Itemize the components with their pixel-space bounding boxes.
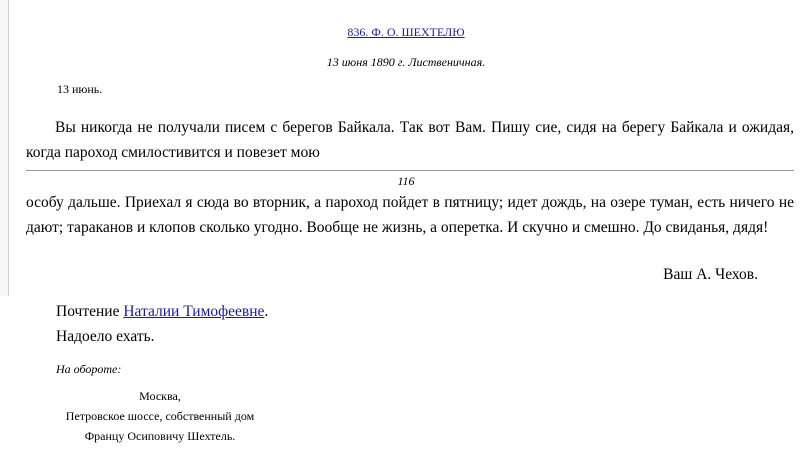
left-margin-rule	[0, 0, 9, 296]
greeting-prefix: Почтение	[56, 303, 124, 320]
address-line-street: Петровское шоссе, собственный дом	[65, 409, 255, 423]
postscript: Надоело ехать.	[56, 328, 155, 345]
letter-title-link[interactable]: 836. Ф. О. ШЕХТЕЛЮ	[347, 25, 465, 39]
reverse-label: На обороте:	[56, 362, 122, 376]
page-number: 116	[397, 174, 415, 188]
letter-subtitle: 13 июня 1890 г. Лиственичная.	[326, 55, 486, 69]
greeting-suffix: .	[264, 303, 269, 320]
signature: Ваш А. Чехов.	[663, 266, 758, 283]
letter-title	[0, 25, 800, 40]
letter-date: 13 июнь.	[57, 82, 103, 96]
paragraph-2: особу дальше. Приехал я сюда во вторник, а пароход пойдет в пятницу; идет дождь, на озере туман, есть ничего не дают; тараканов и клопов сколько угодно. Вообще не жизнь, а оперетка. И скучно и смешно. До свиданья, дядя!	[26, 194, 794, 236]
greeting	[56, 303, 268, 321]
page-break-rule	[26, 170, 794, 171]
greeting-name-link[interactable]: Наталии Тимофеевне	[123, 303, 265, 320]
paragraph-1: Вы никогда не получали писем с берегов Байкала. Так вот Вам. Пишу сие, сидя на берегу Байкала и ожидая, когда пароход смилостивится и повезет мою	[26, 119, 794, 161]
address-line-recipient: Францу Осиповичу Шехтель.	[84, 429, 236, 443]
address-line-city: Москва,	[139, 389, 181, 403]
